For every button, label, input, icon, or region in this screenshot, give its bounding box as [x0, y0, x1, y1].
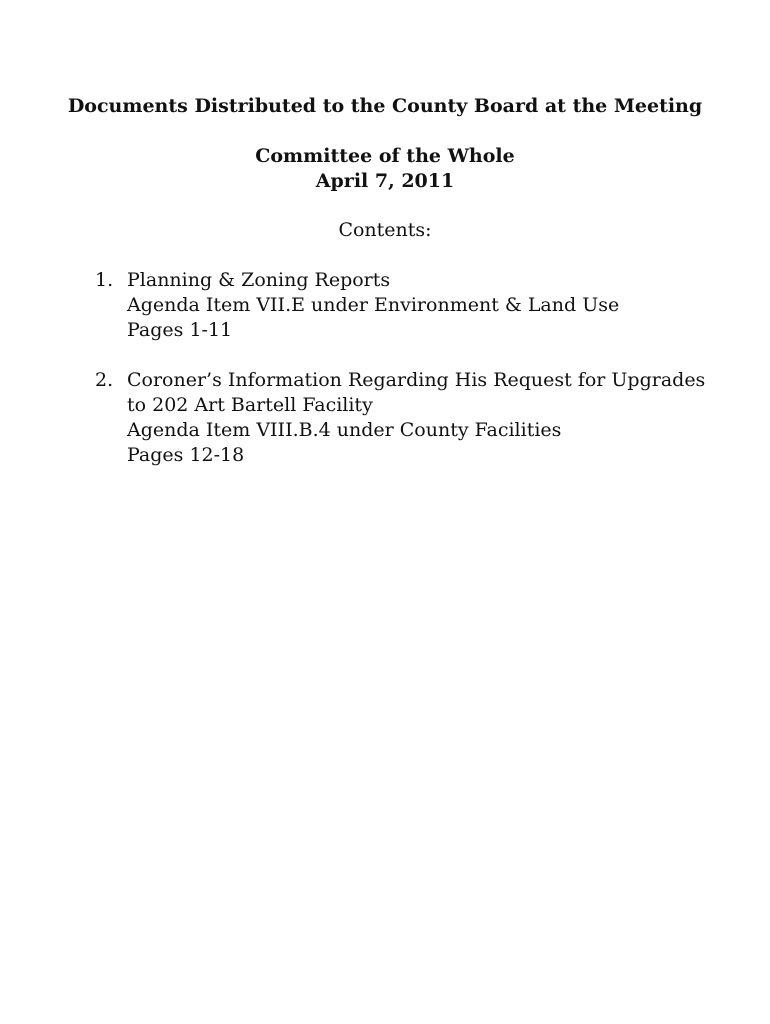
- item-text: [127, 368, 735, 468]
- item-title: Coroner’s Information Regarding His Request for Upgrades: [127, 369, 706, 391]
- item-agenda-reference: Agenda Item VII.E under Environment & Land Use: [127, 294, 620, 316]
- item-title-continued: to 202 Art Bartell Facility: [127, 394, 373, 416]
- item-agenda-reference: Agenda Item VIII.B.4 under County Facilities: [127, 419, 562, 441]
- item-pages: Pages 12-18: [127, 444, 245, 466]
- contents-item-2: [95, 368, 735, 468]
- item-number: 2.: [95, 369, 114, 391]
- document-title: Documents Distributed to the County Board at the Meeting: [67, 95, 703, 117]
- contents-item-1: [95, 268, 735, 343]
- item-pages: Pages 1-11: [127, 319, 233, 341]
- committee-name: Committee of the Whole: [255, 145, 515, 167]
- item-title: Planning & Zoning Reports: [127, 269, 391, 291]
- item-number: 1.: [95, 269, 114, 291]
- contents-label: Contents:: [338, 219, 432, 241]
- meeting-date: April 7, 2011: [315, 170, 455, 192]
- item-text: [127, 268, 735, 343]
